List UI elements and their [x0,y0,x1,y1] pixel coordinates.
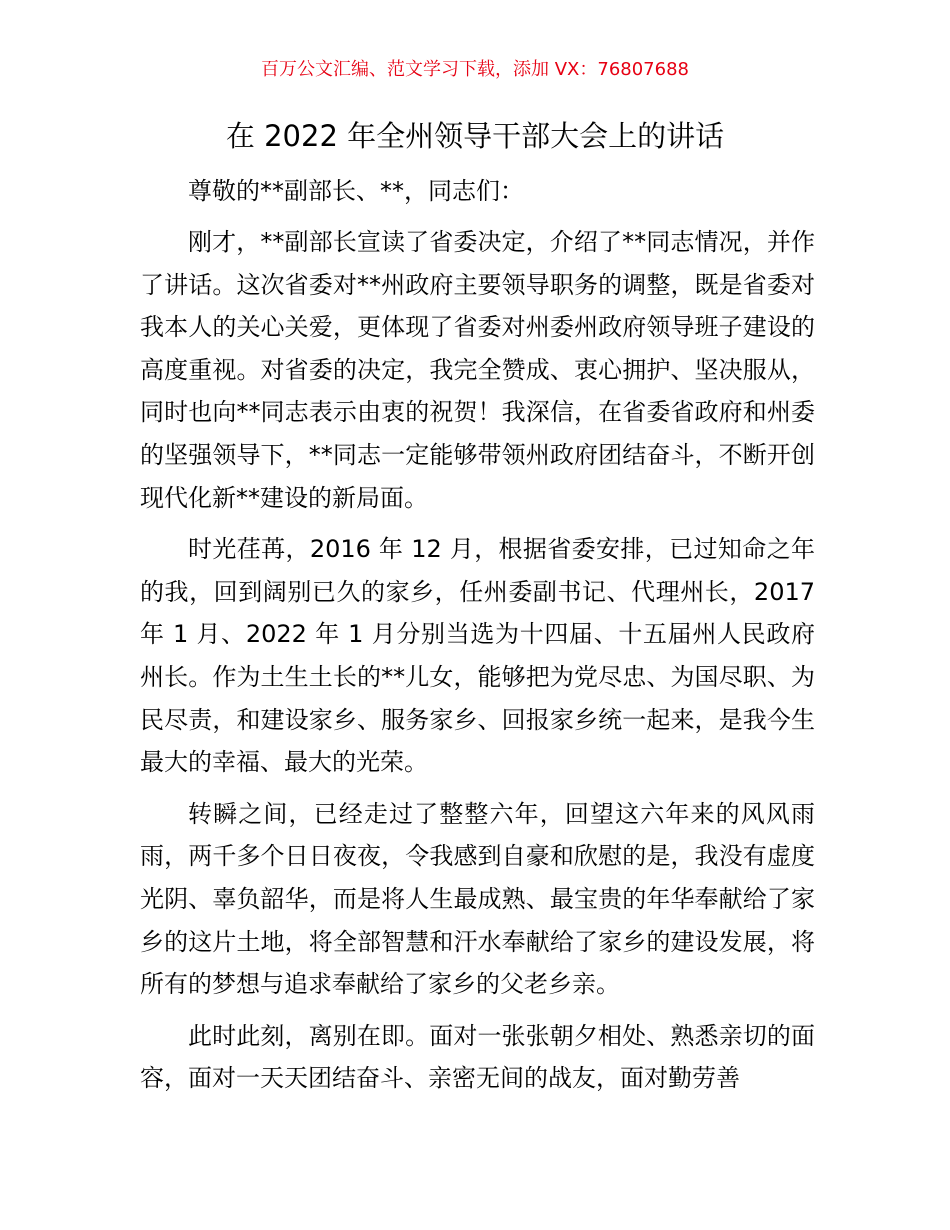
paragraph-2: 时光荏苒，2016 年 12 月，根据省委安排，已过知命之年的我，回到阔别已久的家乡，任州委副书记、代理州长，2017 年 1 月、2022 年 1 月分别当选为十四届、十五届州人民政府州长。作为土生土长的**儿女，能够把为党尽忠、为国尽职、为民尽责，和建设家乡、服务家乡、回报家乡统一起来，是我今生最大的幸福、最大的光荣。 [140,535,815,777]
paragraph-1: 刚才，**副部长宣读了省委决定，介绍了**同志情况，并作了讲话。这次省委对**州政府主要领导职务的调整，既是省委对我本人的关心关爱，更体现了省委对州委州政府领导班子建设的高度重视。对省委的决定，我完全赞成、衷心拥护、坚决服从，同时也向**同志表示由衷的祝贺！我深信，在省委省政府和州委的坚强领导下，**同志一定能够带领州政府团结奋斗，不断开创现代化新**建设的新局面。 [140,228,815,512]
document-body [140,170,815,1109]
paragraph-4: 此时此刻，离别在即。面对一张张朝夕相处、熟悉亲切的面容，面对一天天团结奋斗、亲密无间的战友，面对勤劳善 [140,1021,815,1093]
header-note: 百万公文汇编、范文学习下载，添加 VX：76807688 [261,59,689,80]
salutation: 尊敬的**副部长、**，同志们： [188,177,524,205]
document-title: 在 2022 年全州领导干部大会上的讲话 [225,119,725,153]
paragraph-3: 转瞬之间，已经走过了整整六年，回望这六年来的风风雨雨，两千多个日日夜夜，令我感到自豪和欣慰的是，我没有虚度光阴、辜负韶华，而是将人生最成熟、最宝贵的年华奉献给了家乡的这片土地，将全部智慧和汗水奉献给了家乡的建设发展，将所有的梦想与追求奉献给了家乡的父老乡亲。 [140,799,815,999]
